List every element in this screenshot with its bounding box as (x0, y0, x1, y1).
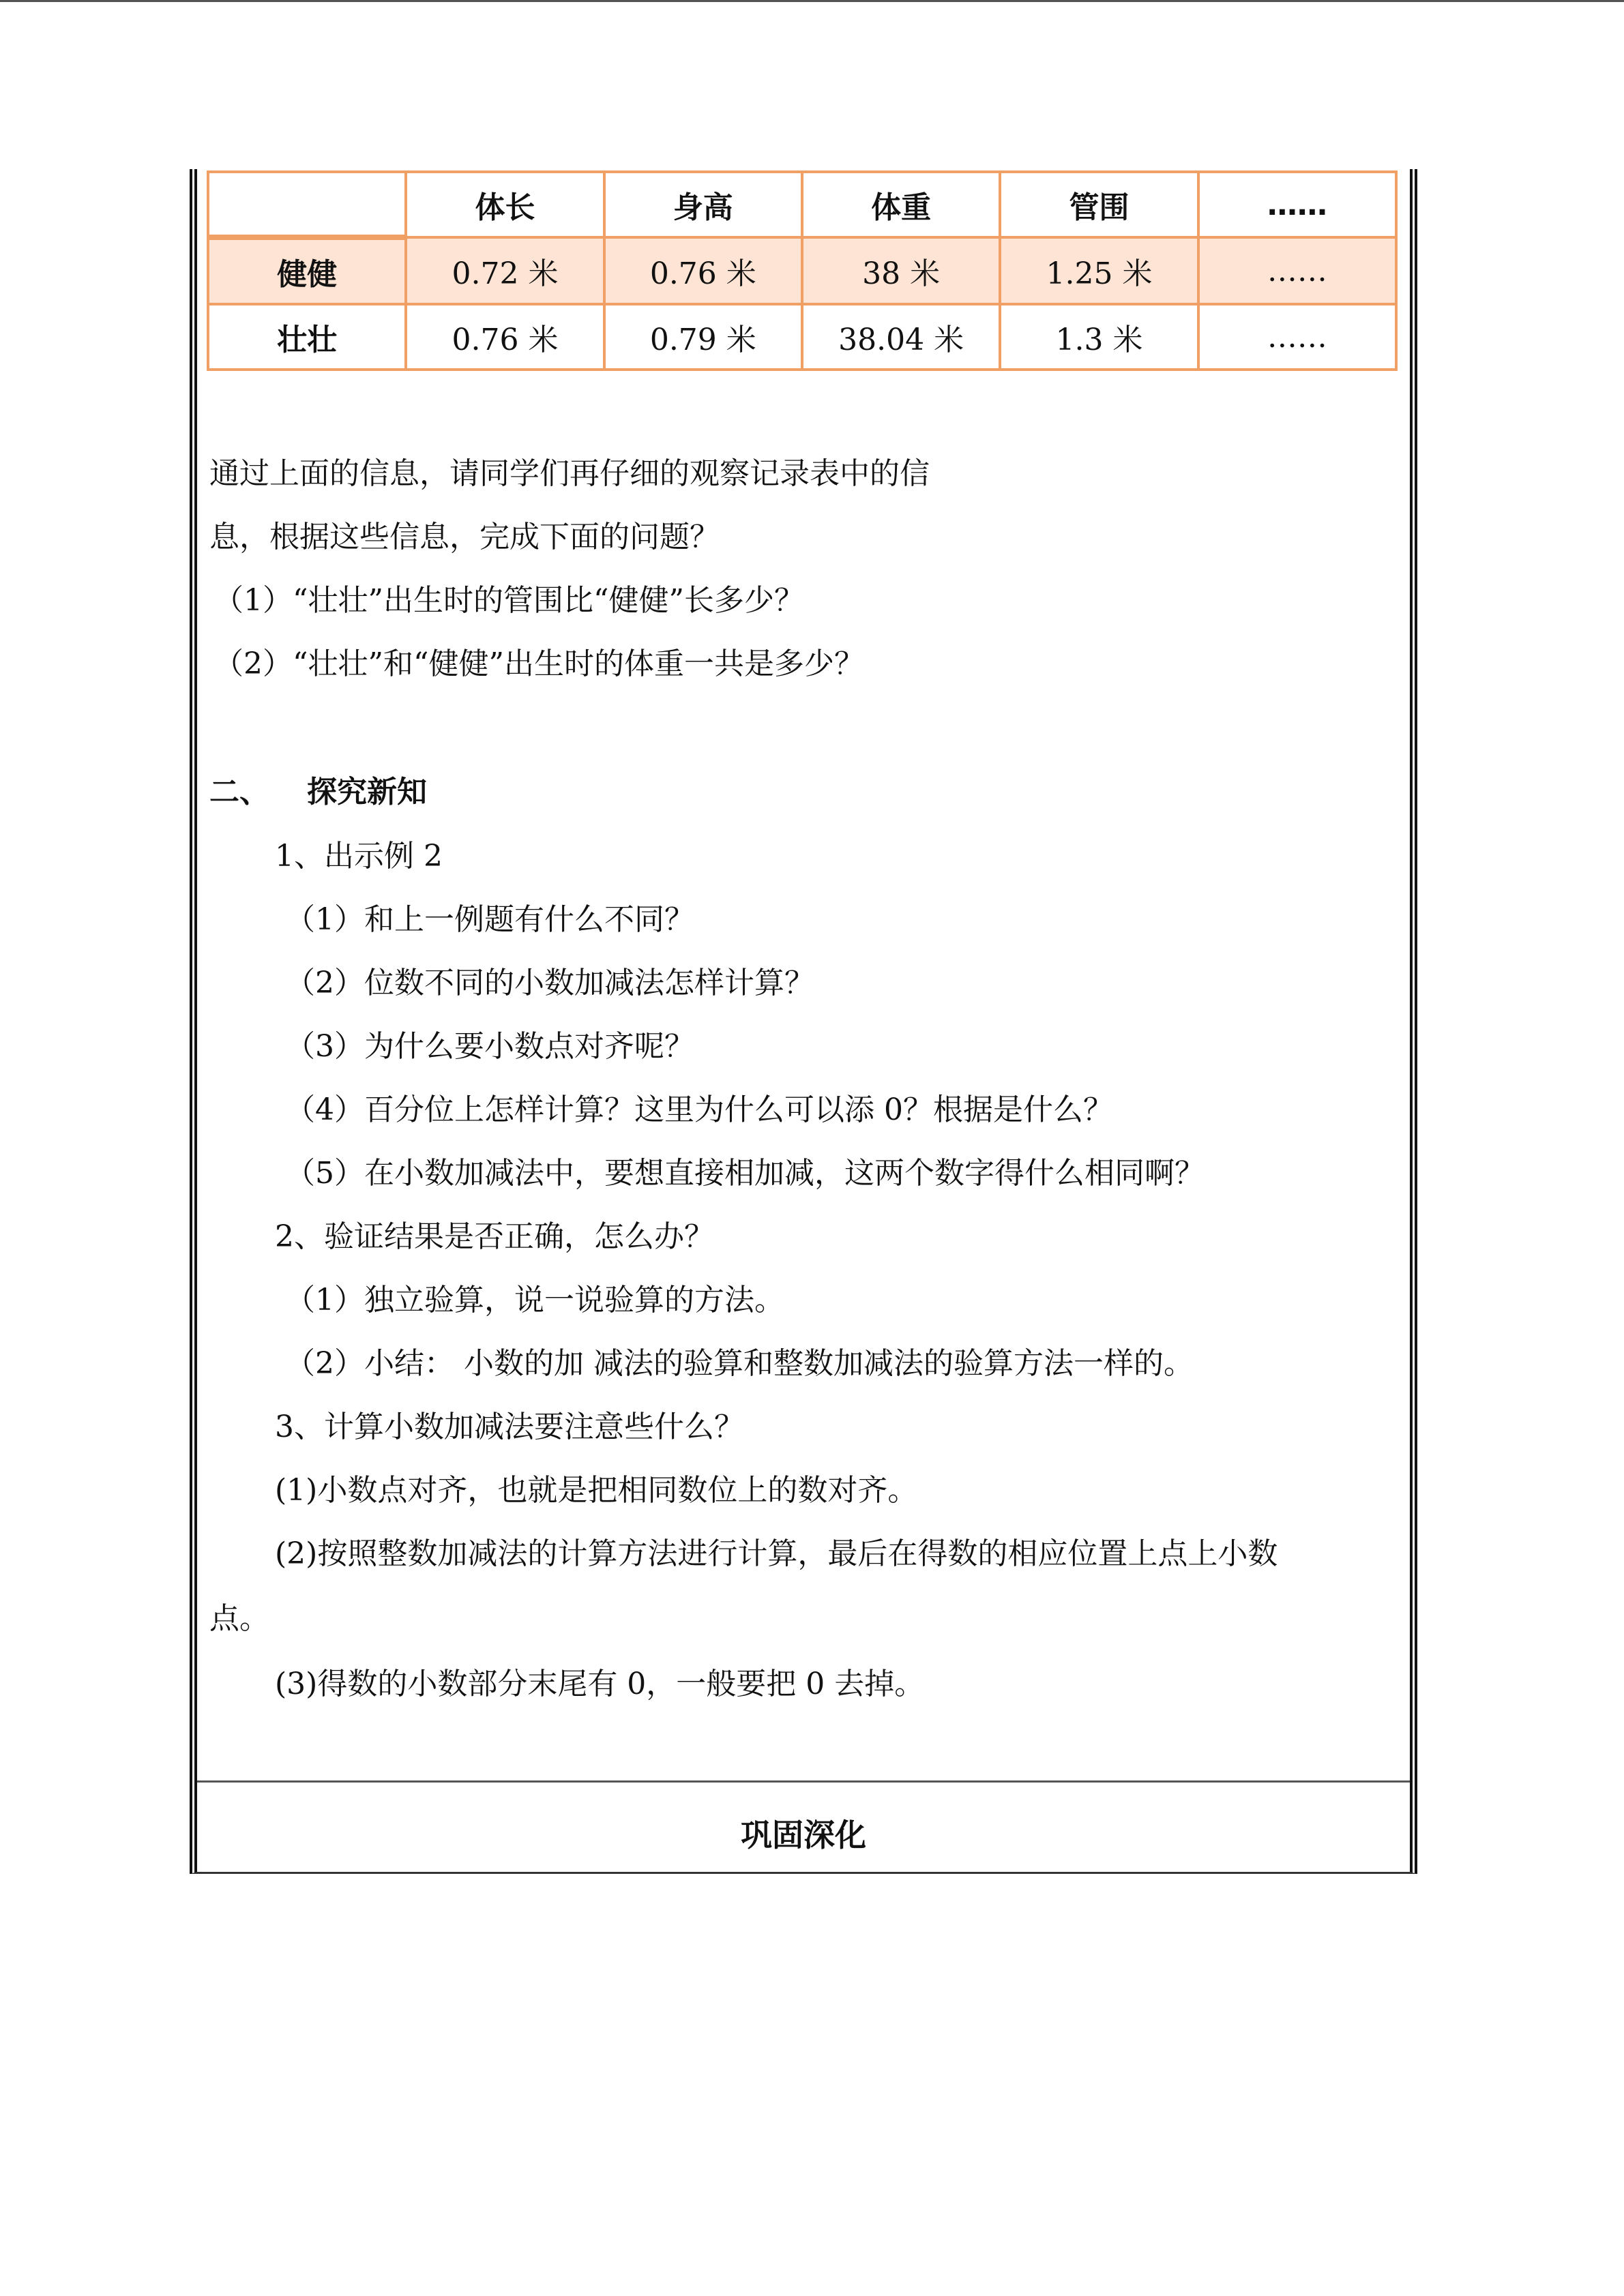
list-item: 点。 (209, 1601, 269, 1636)
intro-question-1: （1）“壮壮”出生时的管围比“健健”长多少？ (213, 583, 804, 618)
list-item: （1）和上一例题有什么不同？ (285, 902, 694, 937)
list-item: （5）在小数加减法中，要想直接相加减，这两个数字得什么相同啊？ (285, 1156, 1205, 1191)
list-item: (2)按照整数加减法的计算方法进行计算，最后在得数的相应位置上点上小数 (275, 1536, 1278, 1571)
list-item: （3）为什么要小数点对齐呢？ (285, 1029, 694, 1064)
header-cell-height: 身高 (604, 172, 802, 237)
table-header-row (208, 172, 1396, 237)
list-item: （2）位数不同的小数加减法怎样计算？ (285, 966, 814, 1000)
intro-question-2: （2）“壮壮”和“健健”出生时的体重一共是多少？ (213, 646, 864, 681)
table-cell: 1.3 米 (1000, 304, 1198, 370)
comparison-table (207, 170, 1398, 371)
table-cell: 0.79 米 (604, 304, 802, 370)
section-divider (197, 1780, 1410, 1783)
table-cell: 0.76 米 (604, 237, 802, 304)
table-cell: …… (1198, 304, 1396, 370)
table-cell: 38 米 (802, 237, 1000, 304)
table-row (208, 304, 1396, 370)
list-item: 1、出示例 2 (275, 839, 443, 874)
page-top-border (0, 0, 1624, 2)
table-cell: 0.72 米 (406, 237, 604, 304)
list-item: （2）小结： 小数的加 减法的验算和整数加减法的验算方法一样的。 (285, 1346, 1194, 1381)
table-cell: …… (1198, 237, 1396, 304)
list-item: （1）独立验算，说一说验算的方法。 (285, 1283, 784, 1317)
header-cell-more: …… (1198, 172, 1396, 237)
list-item: (1)小数点对齐，也就是把相同数位上的数对齐。 (275, 1473, 918, 1508)
list-item: 2、验证结果是否正确，怎么办？ (275, 1219, 714, 1254)
intro-line-2: 息，根据这些信息，完成下面的问题？ (209, 520, 720, 554)
table-cell: 0.76 米 (406, 304, 604, 370)
table-cell: 1.25 米 (1000, 237, 1198, 304)
row-label-zhuangzhuang: 壮壮 (208, 304, 406, 370)
header-cell-body-length: 体长 (406, 172, 604, 237)
section-number: 二、 (209, 775, 269, 809)
row-label-jianjian: 健健 (208, 237, 406, 304)
consolidation-heading: 巩固深化 (741, 1817, 866, 1853)
header-cell-weight: 体重 (802, 172, 1000, 237)
header-cell-blank (208, 172, 406, 237)
table-cell: 38.04 米 (802, 304, 1000, 370)
table-row (208, 237, 1396, 304)
intro-line-1: 通过上面的信息，请同学们再仔细的观察记录表中的信 (209, 456, 930, 491)
list-item: (3)得数的小数部分末尾有 0，一般要把 0 去掉。 (275, 1667, 925, 1701)
lesson-frame (190, 169, 1417, 1874)
list-item: 3、计算小数加减法要注意些什么？ (275, 1410, 744, 1444)
header-cell-girth: 管围 (1000, 172, 1198, 237)
list-item: （4）百分位上怎样计算？这里为什么可以添 0？根据是什么？ (285, 1092, 1113, 1127)
section-title: 探究新知 (307, 775, 427, 809)
